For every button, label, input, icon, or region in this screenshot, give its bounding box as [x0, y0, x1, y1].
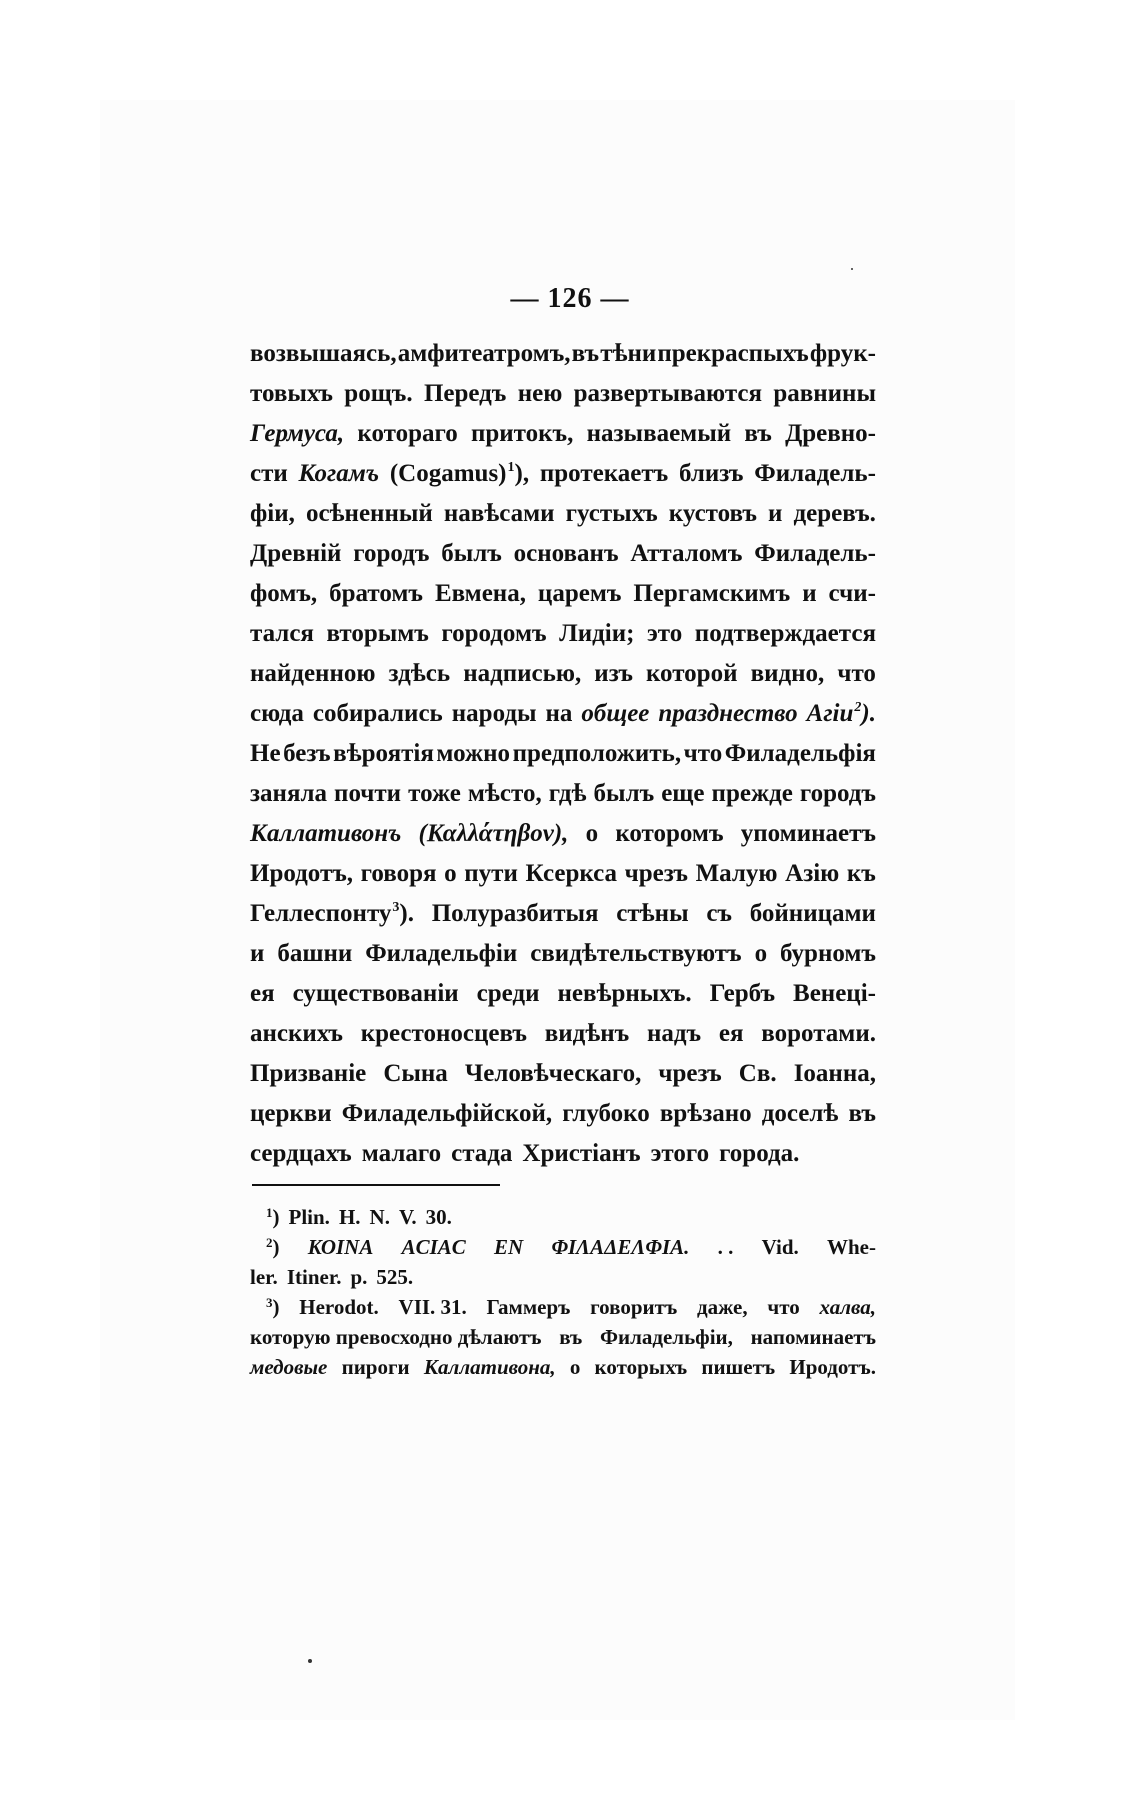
word: видѣнъ [544, 1020, 630, 1047]
word: и [250, 940, 265, 967]
word: рощъ. [344, 380, 413, 407]
word: основанъ [513, 540, 619, 567]
text-line [250, 374, 876, 414]
word: малаго [361, 1140, 442, 1167]
word: фрук- [809, 340, 876, 367]
word: Передъ [423, 380, 507, 407]
word: Агіи$^2$). [806, 700, 876, 727]
word: мѣсто, [467, 780, 542, 807]
text-line [250, 1014, 876, 1054]
footnote-line [250, 1292, 876, 1322]
word: пути [464, 860, 518, 887]
word: стада [451, 1140, 513, 1167]
word: нею [517, 380, 563, 407]
word: Атталомъ [630, 540, 743, 567]
word: церкви [250, 1100, 332, 1127]
text-line [250, 814, 876, 854]
word: чрезъ [624, 860, 688, 887]
word: сюда [250, 700, 304, 727]
word: народы [451, 700, 537, 727]
word: ея [718, 1020, 744, 1047]
page-number: — 126 — [510, 283, 630, 314]
word: можно [436, 740, 511, 767]
footnote-word: Филадельфіи, [599, 1325, 733, 1349]
word: фомъ, [250, 580, 318, 607]
word: собирались [312, 700, 443, 727]
word: былъ [593, 780, 655, 807]
word: къ [846, 860, 876, 887]
word: общее [581, 700, 650, 727]
footnote-word: V. [398, 1205, 417, 1229]
footnote-word: VII. 31. [398, 1295, 467, 1319]
word: городъ [353, 540, 430, 567]
word: предположить, [512, 740, 682, 767]
word: густыхъ [565, 500, 658, 527]
word: амфитеатромъ, [397, 340, 571, 367]
word: здѣсь [388, 660, 451, 687]
footnote-word: даже, [696, 1295, 748, 1319]
word: еще [661, 780, 705, 807]
word: видно, [750, 660, 825, 687]
footnote-word: ΑCIAC [401, 1235, 466, 1259]
footnote-line [250, 1232, 876, 1262]
text-line [250, 1094, 876, 1134]
footnote-rule [252, 1184, 500, 1186]
word: и [802, 580, 817, 607]
word: городомъ [441, 620, 547, 647]
word: съ [706, 900, 732, 927]
word: осѣненный [305, 500, 433, 527]
word: подтверждается [694, 620, 876, 647]
word: врѣзано [659, 1100, 752, 1127]
footnote-word: ler. [250, 1265, 278, 1289]
footnote-word: Plin. [288, 1205, 330, 1229]
scan-speck [851, 268, 853, 270]
word: найденною [250, 660, 376, 687]
word: бурномъ [780, 940, 876, 967]
word: развертываются [573, 380, 763, 407]
word: братомъ [329, 580, 423, 607]
word: деревъ. [793, 500, 876, 527]
word: изъ [594, 660, 633, 687]
word: города. [719, 1140, 800, 1167]
footnote-word: Иродотъ. [789, 1355, 876, 1379]
word: что [837, 660, 876, 687]
word: Христіанъ [522, 1140, 641, 1167]
text-line [250, 734, 876, 774]
word: Филадельфія [724, 740, 876, 767]
footnote-word: говоритъ [590, 1295, 678, 1319]
footnote-line [250, 1322, 876, 1352]
text-line [250, 774, 876, 814]
footnote-word: пироги [341, 1355, 410, 1379]
footnote-word: H. [338, 1205, 361, 1229]
word: Призваніе [250, 1060, 367, 1087]
word: говоря [360, 860, 437, 887]
word: Филадельфіи [365, 940, 518, 967]
word: ея [250, 980, 275, 1007]
text-line [250, 694, 876, 734]
footnote-word: которую превосходно дѣлаютъ [250, 1325, 542, 1349]
footnote-word: Каллативона, [423, 1355, 556, 1379]
word: Каллативонъ [250, 820, 402, 847]
word: это [647, 620, 683, 647]
footnote-word: въ [559, 1325, 583, 1349]
text-line [250, 894, 876, 934]
word: царемъ [537, 580, 622, 607]
word: существованіи [292, 980, 459, 1007]
word: о [754, 940, 768, 967]
word: невѣрныхъ. [557, 980, 692, 1007]
word: товыхъ [250, 380, 333, 407]
footnote-word: что [767, 1295, 800, 1319]
word: котораго [357, 420, 458, 447]
text-line [250, 414, 876, 454]
footnote-word: $^3$) [266, 1295, 280, 1319]
word: Иродотъ, [250, 860, 354, 887]
word: Малую [695, 860, 778, 887]
word: счи- [828, 580, 876, 607]
word: Лидіи; [559, 620, 635, 647]
word: Геллеспонту$^3$). [250, 900, 414, 927]
word: которомъ [615, 820, 724, 847]
word: прекраспыхъ [657, 340, 809, 367]
word: равнины [773, 380, 876, 407]
word: стѣны [616, 900, 689, 927]
word: гдѣ [548, 780, 587, 807]
word: которой [645, 660, 738, 687]
word: свидѣтельствуютъ [530, 940, 742, 967]
word: (Καλλάτηβον), [418, 820, 569, 847]
word: Евмена, [434, 580, 526, 607]
text-line [250, 454, 876, 494]
word: среди [476, 980, 540, 1007]
word: въ [744, 420, 772, 447]
footnote-word: Vid. [761, 1235, 799, 1259]
word: Когамъ [298, 460, 380, 487]
text-line [250, 1054, 876, 1094]
footnote-word: ΚΟΙΝΑ [307, 1235, 374, 1259]
footnote-word: N. [369, 1205, 390, 1229]
word: близъ [678, 460, 744, 487]
body-text [250, 334, 876, 1174]
word: на [545, 700, 573, 727]
word: Филадель- [754, 460, 876, 487]
word: сти [250, 460, 288, 487]
word: и [768, 500, 783, 527]
word: бойницами [749, 900, 876, 927]
word: сердцахъ [250, 1140, 352, 1167]
word: Гермуса, [250, 420, 345, 447]
word: этого [650, 1140, 710, 1167]
footnote-word: о [569, 1355, 581, 1379]
text-line [250, 494, 876, 534]
word: Ксеркса [525, 860, 618, 887]
word: тѣни [600, 340, 657, 367]
footnote-word: Гаммеръ [486, 1295, 571, 1319]
word: навѣсами [443, 500, 555, 527]
word: доселѣ [761, 1100, 839, 1127]
text-line [250, 334, 876, 374]
footnote-word: Whe- [826, 1235, 876, 1259]
word: Филадель- [754, 540, 876, 567]
word: чрезъ [658, 1060, 722, 1087]
word: Пергамскимъ [633, 580, 791, 607]
footnote-line [250, 1202, 876, 1232]
word: тоже [408, 780, 461, 807]
text-line [250, 854, 876, 894]
word: прежде [711, 780, 793, 807]
word: называемый [586, 420, 732, 447]
footnote-word: $^2$) [266, 1235, 280, 1259]
word: фіи, [250, 500, 295, 527]
word: о [444, 860, 457, 887]
footnote-word: 30. [425, 1205, 452, 1229]
word: Человѣческаго, [464, 1060, 642, 1087]
word: упоминаетъ [740, 820, 876, 847]
word: почти [334, 780, 402, 807]
text-line [250, 614, 876, 654]
word: Древно- [785, 420, 876, 447]
footnote-word: p. [350, 1265, 368, 1289]
scan-speck [308, 1659, 312, 1663]
word: вѣроятія [333, 740, 434, 767]
word: (Cogamus)$^1$), [389, 460, 530, 487]
word: о [585, 820, 599, 847]
text-line [250, 574, 876, 614]
word: Сына [383, 1060, 448, 1087]
footnote-word: ΦΙΛΑΔΕΛΦΙΑ. [551, 1235, 690, 1259]
word: Полуразбитыя [431, 900, 599, 927]
word: башни [277, 940, 353, 967]
footnote-word: медовые [250, 1355, 328, 1379]
word: заняла [250, 780, 328, 807]
footnote-word: которыхъ [594, 1355, 688, 1379]
text-line [250, 934, 876, 974]
word: глубоко [562, 1100, 650, 1127]
footnote-word: напоминаетъ [750, 1325, 876, 1349]
word: вторымъ [326, 620, 429, 647]
footnote-word: EN [494, 1235, 524, 1259]
word: что [683, 740, 723, 767]
text-line [250, 974, 876, 1014]
word: городъ [799, 780, 876, 807]
word: притокъ, [470, 420, 574, 447]
text-line [250, 1134, 876, 1174]
word: празднество [658, 700, 798, 727]
word: въ [571, 340, 600, 367]
text-line [250, 534, 876, 574]
word: возвышаясь, [250, 340, 397, 367]
word: безъ [283, 740, 331, 767]
footnote-line [250, 1352, 876, 1382]
footnote-word: халва, [819, 1295, 876, 1319]
word: крестоносцевъ [360, 1020, 527, 1047]
word: Венеці- [793, 980, 876, 1007]
footnote-line [250, 1262, 876, 1292]
footnote-word: . . [717, 1235, 734, 1259]
word: Не [250, 740, 281, 767]
footnote-word: Herodot. [299, 1295, 379, 1319]
word: Древній [250, 540, 342, 567]
word: въ [848, 1100, 876, 1127]
footnote-word: пишетъ [701, 1355, 776, 1379]
footnote-word: 525. [376, 1265, 414, 1289]
word: Азію [785, 860, 840, 887]
footnotes [250, 1202, 876, 1382]
word: тался [250, 620, 314, 647]
word: протекаетъ [539, 460, 669, 487]
word: надъ [647, 1020, 702, 1047]
footnote-word: Itiner. [286, 1265, 342, 1289]
word: Филадельфійской, [341, 1100, 553, 1127]
footnote-word: $^1$) [266, 1205, 280, 1229]
word: надписью, [463, 660, 582, 687]
word: былъ [441, 540, 502, 567]
word: анскихъ [250, 1020, 343, 1047]
word: кустовъ [668, 500, 757, 527]
text-line [250, 654, 876, 694]
word: воротами. [761, 1020, 876, 1047]
word: Св. [738, 1060, 777, 1087]
word: Гербъ [709, 980, 776, 1007]
word: Іоанна, [793, 1060, 876, 1087]
